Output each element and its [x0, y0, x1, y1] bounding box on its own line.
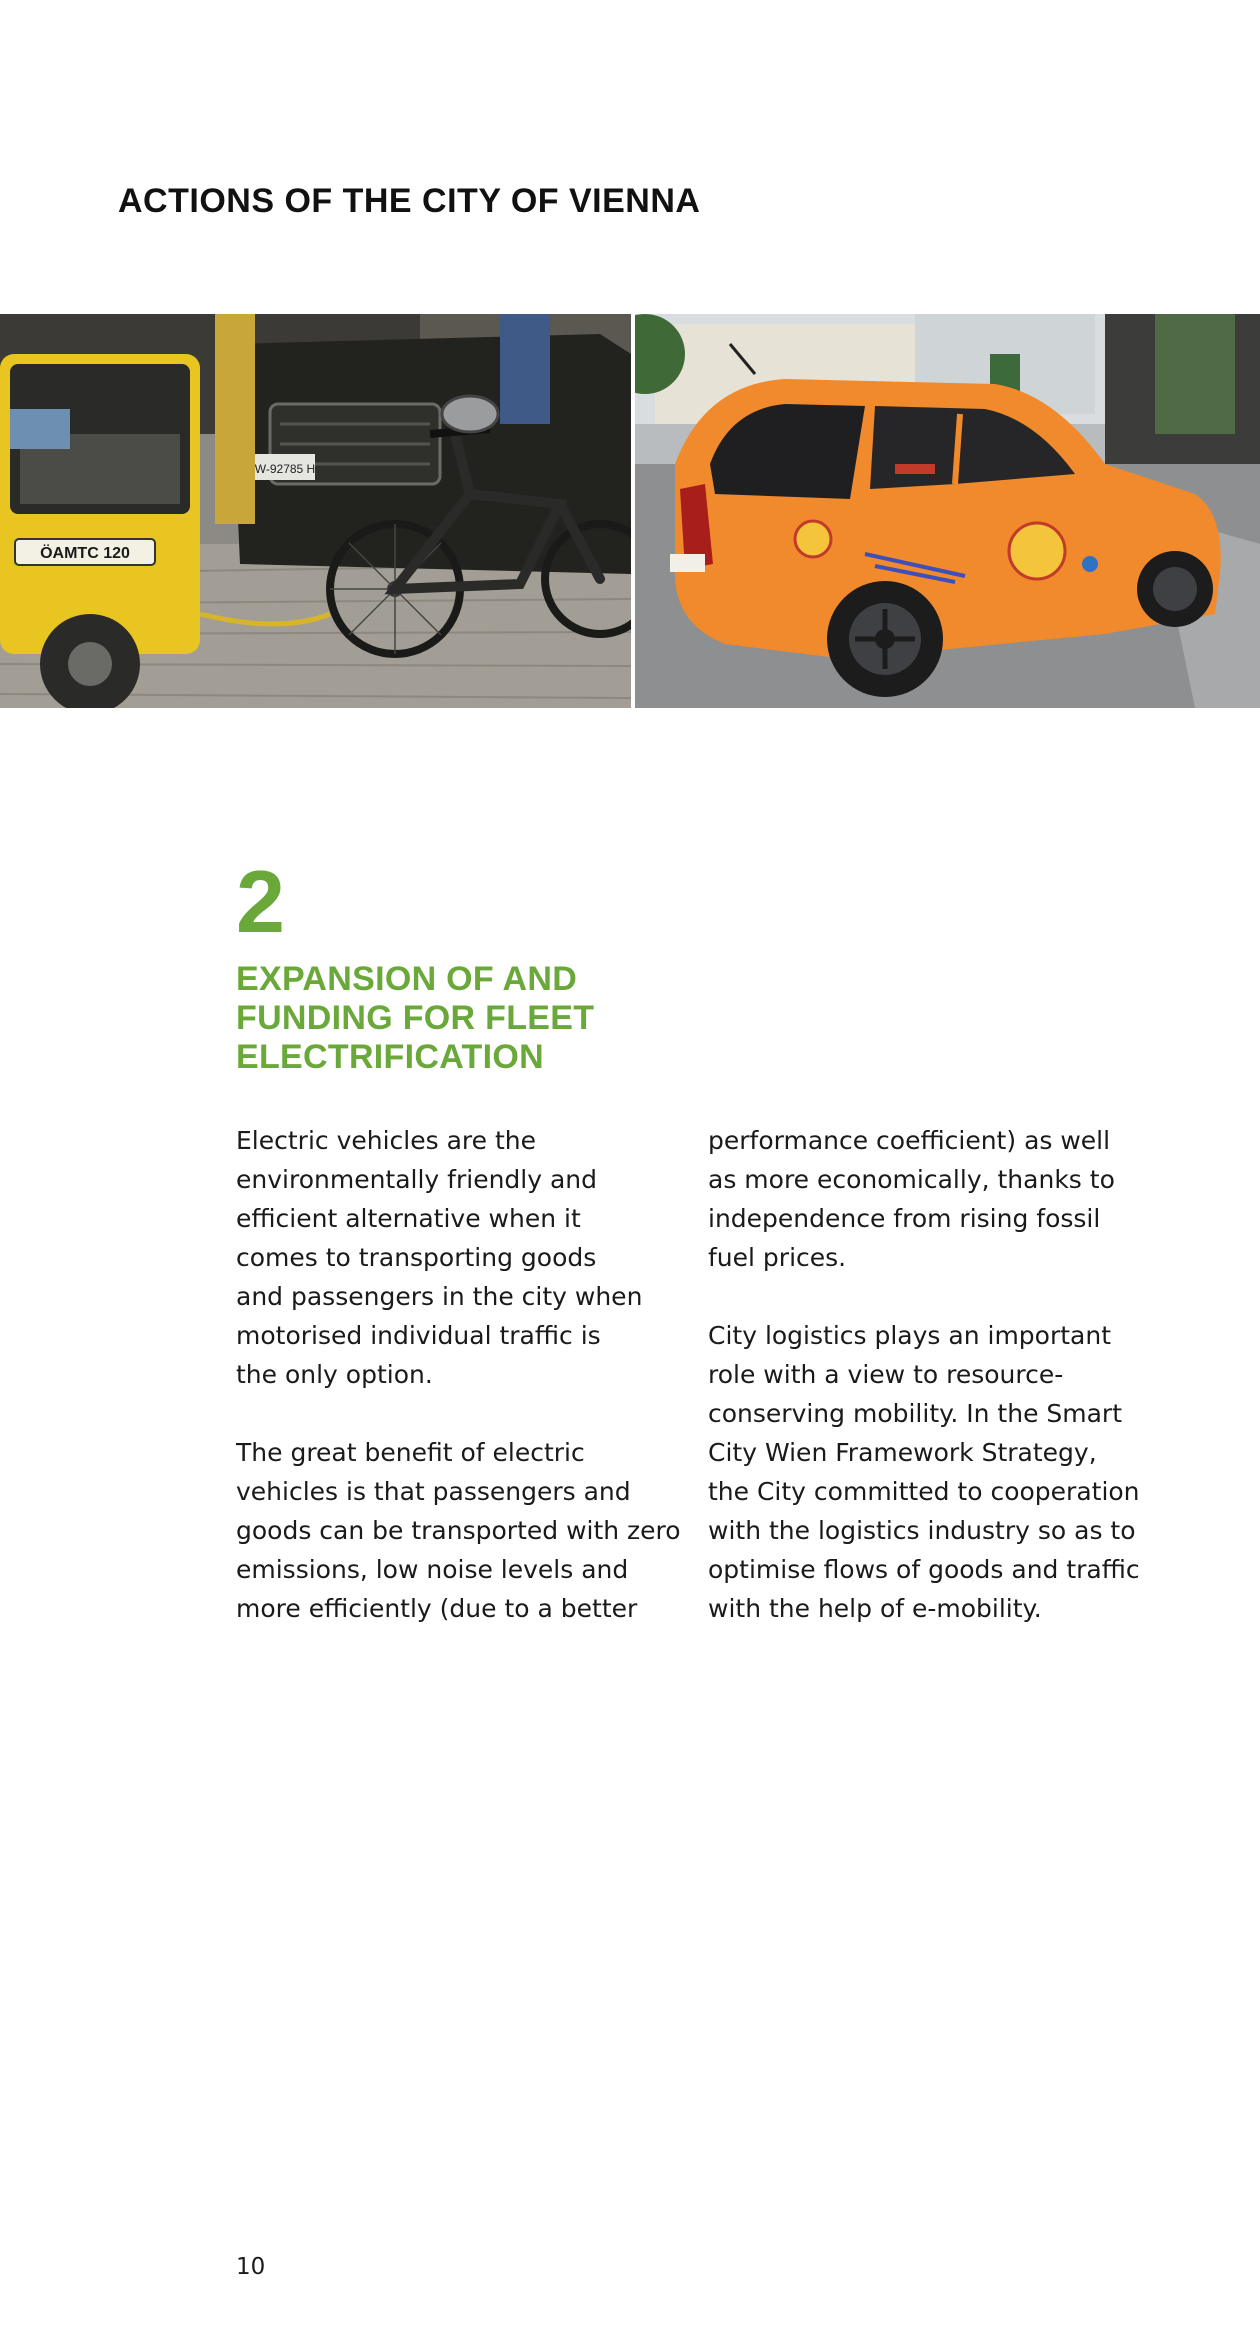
photo-ebike-assistance — [0, 314, 631, 708]
section-heading — [236, 960, 756, 1077]
body-line: efficient alternative when it — [236, 1204, 581, 1233]
electric-taxi-image — [635, 314, 1260, 708]
body-line: comes to transporting goods — [236, 1243, 597, 1272]
trailer-label-text: ÖAMTC 120 — [40, 545, 130, 562]
body-line: conserving mobility. In the Smart — [708, 1399, 1123, 1428]
body-column-left — [236, 1121, 686, 1628]
photo-electric-taxi — [635, 314, 1260, 708]
section-heading-line: ELECTRIFICATION — [236, 1038, 544, 1076]
photo-strip — [0, 314, 1260, 708]
body-line: City Wien Framework Strategy, — [708, 1438, 1097, 1467]
body-line: Electric vehicles are the — [236, 1126, 536, 1155]
body-line: City logistics plays an important — [708, 1321, 1112, 1350]
body-line: environmentally friendly and — [236, 1165, 598, 1194]
body-line: with the logistics industry so as to — [708, 1516, 1136, 1545]
body-line: role with a view to resource- — [708, 1360, 1064, 1389]
body-line: the City committed to cooperation — [708, 1477, 1140, 1506]
section-heading-line: EXPANSION OF AND — [236, 960, 578, 998]
paragraph-gap — [708, 1277, 1158, 1316]
body-line: with the help of e-mobility. — [708, 1594, 1042, 1623]
body-line: The great benefit of electric — [236, 1438, 585, 1467]
body-line: emissions, low noise levels and — [236, 1555, 629, 1584]
paragraph-gap — [236, 1394, 686, 1433]
body-line: the only option. — [236, 1360, 433, 1389]
license-plate-text: W-92785 H — [254, 462, 316, 476]
body-line: and passengers in the city when — [236, 1282, 643, 1311]
ebike-assistance-image — [0, 314, 631, 708]
body-line: fuel prices. — [708, 1243, 847, 1272]
body-line: optimise flows of goods and traffic — [708, 1555, 1140, 1584]
body-line: motorised individual traffic is — [236, 1321, 601, 1350]
page-header-title: ACTIONS OF THE CITY OF VIENNA — [118, 182, 701, 220]
body-line: as more economically, thanks to — [708, 1165, 1115, 1194]
body-line: goods can be transported with zero — [236, 1516, 681, 1545]
body-line: vehicles is that passengers and — [236, 1477, 631, 1506]
body-column-right — [708, 1121, 1158, 1628]
body-line: independence from rising fossil — [708, 1204, 1101, 1233]
section-number: 2 — [236, 852, 285, 951]
body-line: performance coefficient) as well — [708, 1126, 1111, 1155]
body-line: more efficiently (due to a better — [236, 1594, 638, 1623]
section-heading-line: FUNDING FOR FLEET — [236, 999, 595, 1037]
page-number: 10 — [236, 2254, 266, 2280]
